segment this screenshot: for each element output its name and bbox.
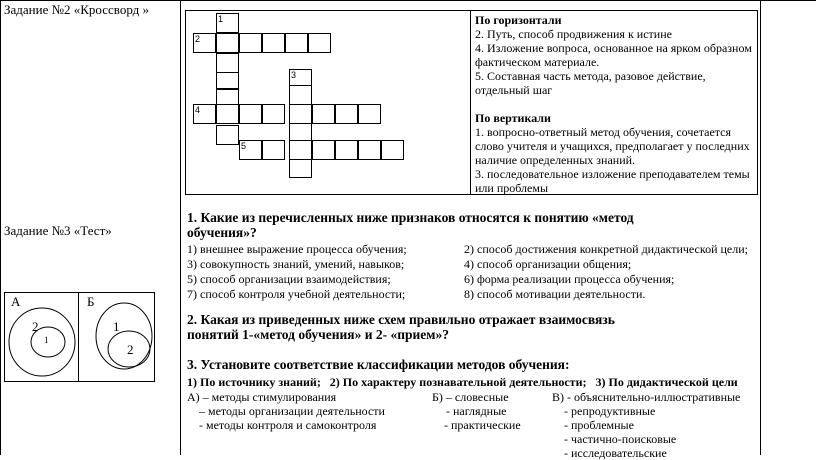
diagram-label-b: Б (87, 294, 95, 309)
horizontal-clue: 2. Путь, способ продвижения к истине (475, 27, 672, 41)
diagram-a-inner-label: 1 (44, 335, 49, 345)
column-a-item: – методы организации деятельности (199, 404, 385, 418)
crossword-clues (475, 13, 755, 195)
crossword-cell[interactable] (289, 140, 312, 160)
option-1[interactable]: 1) внешнее выражение процесса обучения; (187, 242, 407, 256)
crossword-cell[interactable] (216, 33, 239, 53)
crossword-cell[interactable] (285, 33, 308, 53)
crossword-cell[interactable] (358, 104, 381, 124)
crossword-number: 1 (218, 14, 224, 24)
option-4[interactable]: 4) способ организации общения; (464, 257, 632, 271)
question-2-line2: понятий 1-«метод обучения» и 2- «прием»? (187, 327, 449, 342)
column-a-item: А) – методы стимулирования (187, 390, 337, 404)
crossword-cell[interactable] (335, 140, 358, 160)
crossword-cell[interactable] (239, 104, 262, 124)
question-3-headers: 1) По источнику знаний; 2) По характеру познавательной деятельности; 3) По дидактической цели (187, 375, 738, 389)
question-2 (187, 312, 757, 342)
question-1-title: 1. Какие из перечисленных ниже признаков относятся к понятию «метод (187, 210, 634, 225)
question-2-line1: 2. Какая из приведенных ниже схем правильно отражает взаимосвязь (187, 312, 615, 327)
question-1-title-cont: обучения»? (187, 225, 257, 240)
crossword-cell[interactable] (358, 140, 381, 160)
column-b-item: - наглядные (446, 404, 507, 418)
task3-label: Задание №3 «Тест» (4, 223, 112, 238)
crossword-clue-divider (470, 10, 471, 195)
vertical-clues-title: По вертикали (475, 111, 551, 125)
column-c-item: В) - объяснительно-иллюстративные (552, 390, 741, 404)
crossword-cell[interactable] (216, 125, 239, 145)
crossword-cell[interactable] (262, 104, 285, 124)
diagram-label-a: А (11, 294, 21, 309)
column-divider-2 (760, 0, 761, 455)
option-8[interactable]: 8) способ мотивации деятельности. (464, 287, 646, 301)
crossword-cell[interactable] (308, 33, 331, 53)
column-c-item: - частично-поисковые (564, 432, 677, 446)
column-b-item: Б) – словесные (432, 390, 509, 404)
column-divider-1 (180, 0, 181, 455)
crossword-cell[interactable] (239, 33, 262, 53)
task2-label: Задание №2 «Кроссворд » (4, 2, 150, 17)
crossword-cell[interactable] (381, 140, 404, 160)
diagram-circles (4, 292, 155, 382)
vertical-clue: 3. последовательное изложение преподавателем темы или проблемы (475, 167, 750, 195)
crossword-cell[interactable] (312, 104, 335, 124)
table-left-border (0, 0, 1, 455)
crossword-number: 3 (291, 70, 297, 80)
diagram-b-small-label: 2 (127, 342, 134, 357)
horizontal-clues-title: По горизонтали (475, 13, 562, 27)
column-c-item: - проблемные (564, 418, 634, 432)
option-2[interactable]: 2) способ достижения конкретной дидактической цели; (464, 242, 748, 256)
vertical-clue: 1. вопросно-ответный метод обучения, сочетается слово учителя и учащихся, предполагает у последних наличие определенных знаний. (475, 125, 750, 167)
option-6[interactable]: 6) форма реализации процесса обучения; (464, 272, 675, 286)
table-top-border (0, 0, 816, 1)
question-1 (187, 210, 757, 240)
crossword-number: 2 (195, 34, 201, 44)
crossword-cell[interactable] (289, 104, 312, 124)
crossword-cell[interactable] (312, 140, 335, 160)
option-3[interactable]: 3) совокупность знаний, умений, навыков; (187, 257, 405, 271)
column-a-item: - методы контроля и самоконтроля (199, 418, 377, 432)
diagram-b-big-label: 1 (113, 319, 120, 334)
column-b-item: - практические (444, 418, 521, 432)
crossword-number: 4 (195, 105, 201, 115)
column-c-item: - репродуктивные (564, 404, 656, 418)
horizontal-clue: 5. Составная часть метода, разовое действие, отдельный шаг (475, 69, 706, 97)
crossword-cell[interactable] (262, 33, 285, 53)
circle-diagram (4, 292, 155, 382)
crossword-cell[interactable] (289, 85, 312, 105)
option-5[interactable]: 5) способ организации взаимодействия; (187, 272, 391, 286)
crossword-cell[interactable] (289, 122, 312, 142)
crossword-cell[interactable] (216, 53, 239, 73)
crossword-cell[interactable] (262, 140, 285, 160)
diagram-a-outer-label: 2 (32, 319, 39, 334)
option-7[interactable]: 7) способ контроля учебной деятельности; (187, 287, 406, 301)
crossword-cell[interactable] (216, 104, 239, 124)
crossword-number: 5 (241, 141, 247, 151)
horizontal-clue: 4. Изложение вопроса, основанное на ярком образном фактическом материале. (475, 41, 752, 69)
question-3-title: 3. Установите соответствие классификации методов обучения: (187, 357, 570, 372)
crossword-cell[interactable] (335, 104, 358, 124)
column-c-item: - исследовательские (564, 446, 667, 460)
crossword-cell[interactable] (289, 158, 312, 178)
